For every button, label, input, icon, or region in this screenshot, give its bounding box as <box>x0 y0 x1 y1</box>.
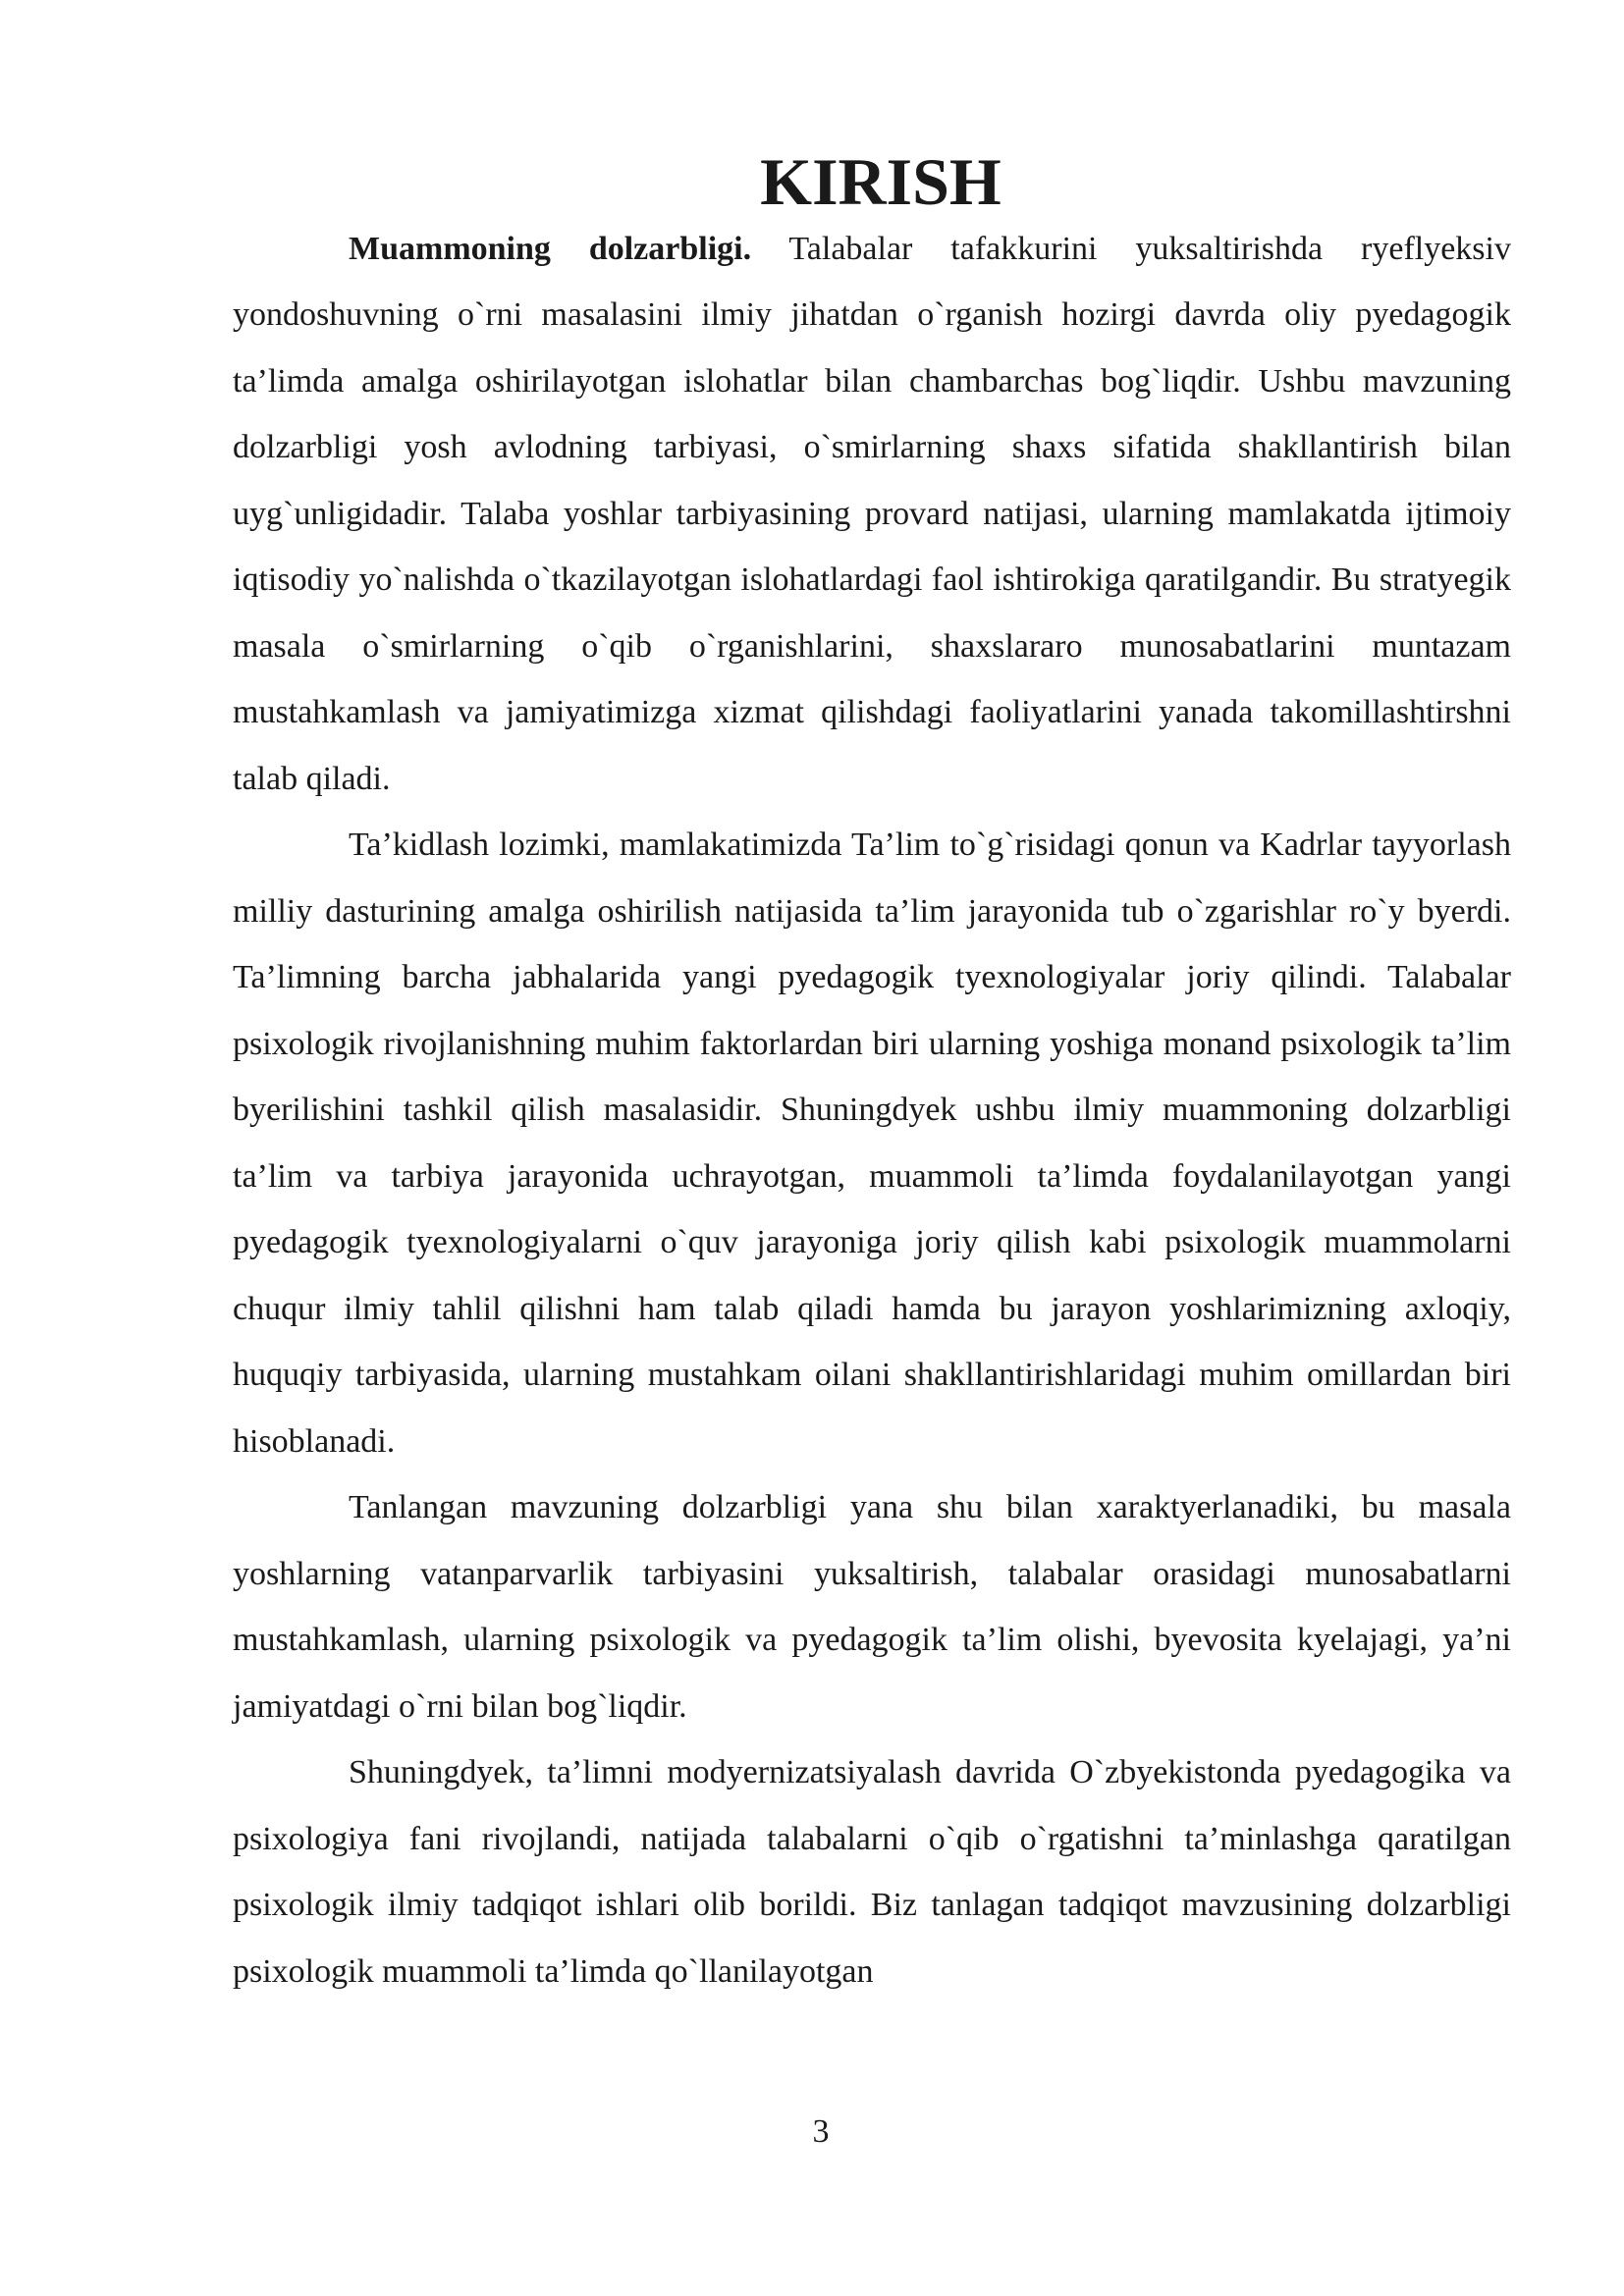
document-body <box>233 144 1511 2004</box>
paragraph-text: Talabalar tafakkurini yuksaltirishda ryeflyeksiv yondoshuvning o`rni masalasini ilmiy jihatdan o`rganish hozirgi davrda oliy pyedagogik ta’limda amalga oshirilayotgan islohatlar bilan chambarchas bog`liqdir. Ushbu mavzuning dolzarbligi yosh avlodning tarbiyasi, o`smirlarning shaxs sifatida shakllantirish bilan uyg`unligidadir. Talaba yoshlar tarbiyasining provard natijasi, ularning mamlakatda ijtimoiy iqtisodiy yo`nalishda o`tkazilayotgan islohatlardagi faol ishtirokiga qaratilgandir. Bu stratyegik masala o`smirlarning o`qib o`rganishlarini, shaxslararo munosabatlarini muntazam mustahkamlash va jamiyatimizga xizmat qilishdagi faoliyatlarini yanada takomillashtirshni talab qiladi. <box>233 230 1511 797</box>
paragraph-lead: Muammoning dolzarbligi. <box>349 230 752 267</box>
paragraph: Shuningdyek, ta’limni modyernizatsiyalash davrida O`zbyekistonda pyedagogika va psixologiya fani rivojlandi, natijada talabalarni o`qib o`rgatishni ta’minlashga qaratilgan psixologik ilmiy tadqiqot ishlari olib borildi. Biz tanlagan tadqiqot mavzusining dolzarbligi psixologik muammoli ta’limda qo`llanilayotgan <box>233 1754 1511 1990</box>
paragraph: Ta’kidlash lozimki, mamlakatimizda Ta’lim to`g`risidagi qonun va Kadrlar tayyorlash milliy dasturining amalga oshirilish natijasida ta’lim jarayonida tub o`zgarishlar ro`y byerdi. Ta’limning barcha jabhalarida yangi pyedagogik tyexnologiyalar joriy qilindi. Talabalar psixologik rivojlanishning muhim faktorlardan biri ularning yoshiga monand psixologik ta’lim byerilishini tashkil qilish masalasidir. Shuningdyek ushbu ilmiy muammoning dolzarbligi ta’lim va tarbiya jarayonida uchrayotgan, muammoli ta’limda foydalanilayotgan yangi pyedagogik tyexnologiyalarni o`quv jarayoniga joriy qilish kabi psixologik muammolarni chuqur ilmiy tahlil qilishni ham talab qiladi hamda bu jarayon yoshlarimizning axloqiy, huquqiy tarbiyasida, ularning mustahkam oilani shakllantirishlaridagi muhim omillardan biri hisoblanadi. <box>233 827 1511 1460</box>
paragraph: Tanlangan mavzuning dolzarbligi yana shu bilan xaraktyerlanadiki, bu masala yoshlarning vatanparvarlik tarbiyasini yuksaltirish, talabalar orasidagi munosabatlarni mustahkamlash, ularning psixologik va pyedagogik ta’lim olishi, byevosita kyelajagi, ya’ni jamiyatdagi o`rni bilan bog`liqdir. <box>233 1489 1511 1725</box>
page-number: 3 <box>812 2113 830 2150</box>
paragraph-relevance <box>233 216 1511 813</box>
page-title: KIRISH <box>760 144 1001 219</box>
